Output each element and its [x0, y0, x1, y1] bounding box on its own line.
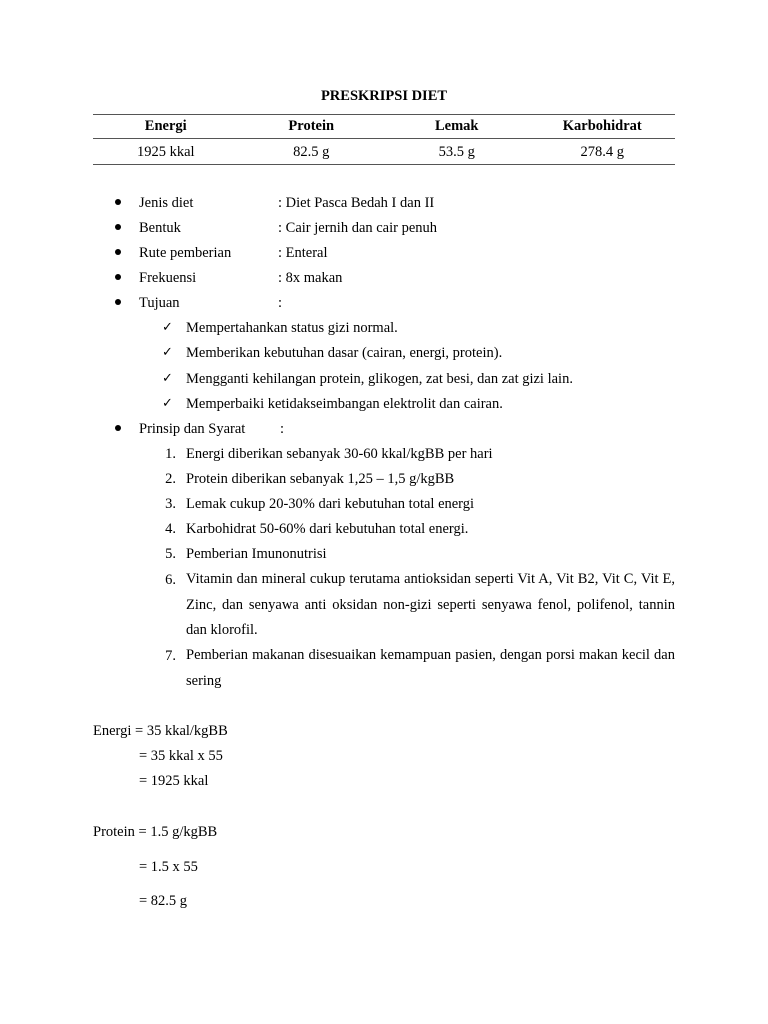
- bullet-icon: [115, 219, 123, 227]
- principle-text: Pemberian makanan disesuaikan kemampuan pasien, dengan porsi makan kecil dan sering: [186, 647, 675, 689]
- detail-label: Tujuan: [139, 295, 180, 311]
- principle-text: Pemberian Imunonutrisi: [186, 546, 327, 562]
- principle-text: Lemak cukup 20-30% dari kebutuhan total energi: [186, 496, 475, 512]
- principle-number: 4.: [165, 521, 176, 537]
- detail-value: : 8x makan: [278, 270, 343, 286]
- checkmark-icon: ✓: [162, 345, 173, 360]
- principle-text: Protein diberikan sebanyak 1,25 – 1,5 g/kgBB: [186, 471, 455, 487]
- detail-value: :: [278, 295, 283, 311]
- principle-text: Energi diberikan sebanyak 30-60 kkal/kgBB per hari: [186, 446, 493, 462]
- principle-number: 7.: [165, 648, 176, 664]
- macro-value-lemak: 53.5 g: [384, 139, 530, 165]
- principle-number: 2.: [165, 471, 176, 487]
- detail-value: : Cair jernih dan cair penuh: [278, 220, 438, 236]
- goal-text: Mengganti kehilangan protein, glikogen, zat besi, dan zat gizi lain.: [186, 371, 573, 387]
- goal-text: Mempertahankan status gizi normal.: [186, 320, 398, 336]
- detail-label: Rute pemberian: [139, 245, 232, 261]
- macro-value-protein: 82.5 g: [239, 139, 385, 165]
- document-title: PRESKRIPSI DIET: [320, 88, 448, 104]
- goal-text: Memberikan kebutuhan dasar (cairan, energi, protein).: [186, 345, 503, 361]
- macro-header-lemak: Lemak: [384, 115, 530, 139]
- macro-header-protein: Protein: [239, 115, 385, 139]
- bullet-icon: [115, 294, 123, 302]
- protein-calc-line-3: = 82.5 g: [139, 893, 188, 909]
- bullet-icon: [115, 420, 123, 428]
- macro-header-karbohidrat: Karbohidrat: [530, 115, 676, 139]
- macro-value-energi: 1925 kkal: [93, 139, 239, 165]
- macro-header-energi: Energi: [93, 115, 239, 139]
- principle-text: Vitamin dan mineral cukup terutama antioksidan seperti Vit A, Vit B2, Vit C, Vit E, Zinc, dan senyawa anti oksidan non-gizi seperti senyawa fenol, polifenol, tannin dan klorofil.: [186, 571, 675, 638]
- energy-calc-line-3: = 1925 kkal: [139, 773, 209, 789]
- detail-value: : Enteral: [278, 245, 328, 261]
- principle-number: 6.: [165, 572, 176, 588]
- bullet-icon: [115, 194, 123, 202]
- macro-table-value-row: [93, 139, 675, 165]
- detail-value: : Diet Pasca Bedah I dan II: [278, 195, 435, 211]
- macro-value-karbohidrat: 278.4 g: [530, 139, 676, 165]
- principle-number: 3.: [165, 496, 176, 512]
- checkmark-icon: ✓: [162, 320, 173, 335]
- principle-number: 5.: [165, 546, 176, 562]
- bullet-icon: [115, 244, 123, 252]
- detail-label: Bentuk: [139, 220, 181, 236]
- macro-table-header-row: [93, 115, 675, 139]
- energy-calc-line-1: Energi = 35 kkal/kgBB: [93, 723, 228, 739]
- principle-text: Karbohidrat 50-60% dari kebutuhan total energi.: [186, 521, 469, 537]
- protein-calc-line-1: Protein = 1.5 g/kgBB: [93, 824, 218, 840]
- detail-label: Jenis diet: [139, 195, 194, 211]
- protein-calc-line-2: = 1.5 x 55: [139, 859, 198, 875]
- principles-label: Prinsip dan Syarat: [139, 421, 246, 437]
- principle-number: 1.: [165, 446, 176, 462]
- macro-table: [93, 114, 675, 165]
- checkmark-icon: ✓: [162, 396, 173, 411]
- energy-calc-line-2: = 35 kkal x 55: [139, 748, 223, 764]
- detail-label: Frekuensi: [139, 270, 197, 286]
- bullet-icon: [115, 269, 123, 277]
- principles-colon: :: [280, 421, 285, 437]
- goal-text: Memperbaiki ketidakseimbangan elektrolit dan cairan.: [186, 396, 503, 412]
- checkmark-icon: ✓: [162, 371, 173, 386]
